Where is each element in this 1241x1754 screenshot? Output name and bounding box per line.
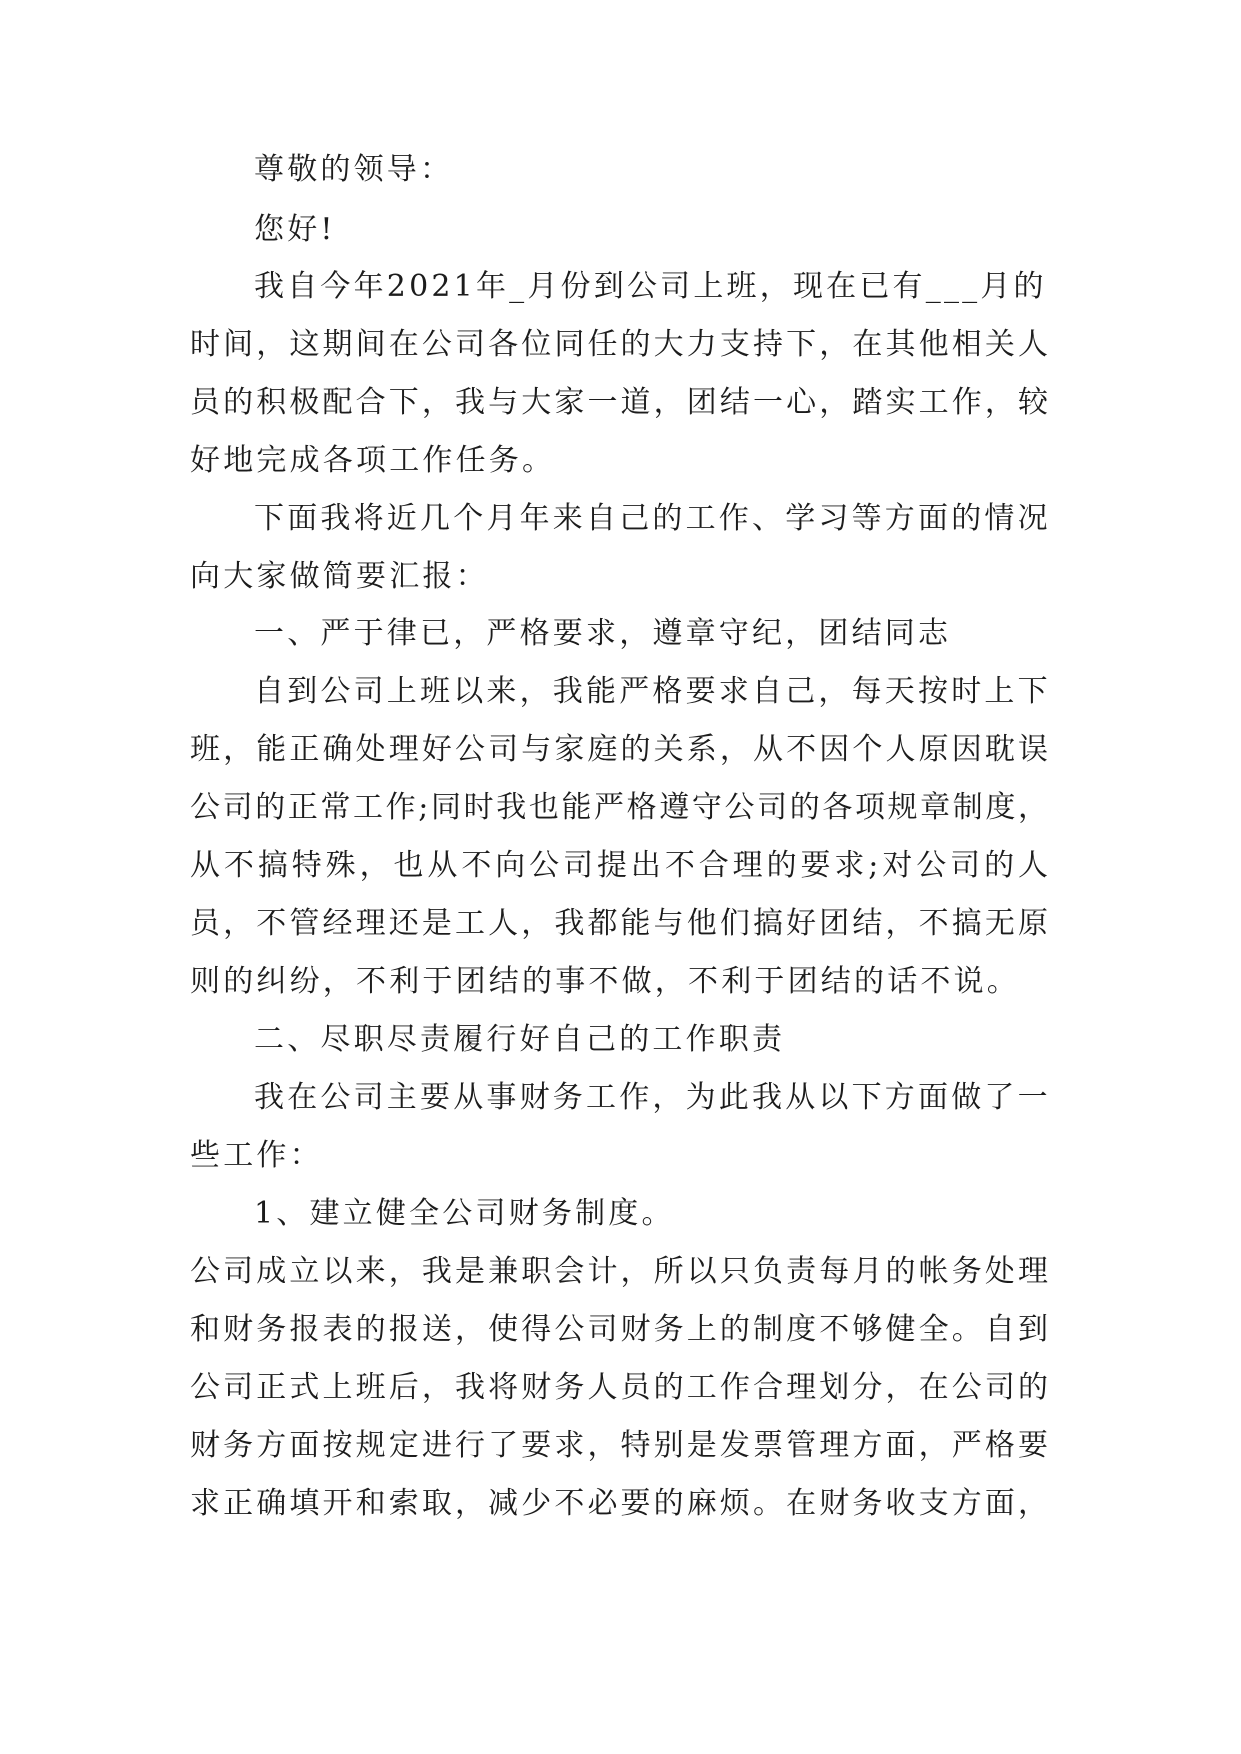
body-line: 些工作： [190,1138,323,1173]
body-line: 我自今年2021年_月份到公司上班，现在已有___月的 [254,269,1047,304]
body-line: 求正确填开和索取，减少不必要的麻烦。在财务收支方面， [190,1486,1048,1521]
body-line: 公司的正常工作;同时我也能严格遵守公司的各项规章制度， [190,790,1048,825]
body-line: 公司正式上班后，我将财务人员的工作合理划分，在公司的 [190,1370,1048,1405]
body-line: 我在公司主要从事财务工作，为此我从以下方面做了一 [254,1080,1051,1115]
section-heading: 二、尽职尽责履行好自己的工作职责 [254,1022,786,1057]
body-line: 则的纠纷，不利于团结的事不做，不利于团结的话不说。 [190,964,1020,999]
body-line: 好地完成各项工作任务。 [190,443,556,478]
greeting-line: 尊敬的领导： [254,152,454,187]
body-line: 财务方面按规定进行了要求，特别是发票管理方面，严格要 [190,1428,1048,1463]
body-line: 和财务报表的报送，使得公司财务上的制度不够健全。自到 [190,1312,1048,1347]
body-line: 公司成立以来，我是兼职会计，所以只负责每月的帐务处理 [190,1254,1048,1289]
body-line: 向大家做简要汇报： [190,559,489,594]
body-line: 从不搞特殊，也从不向公司提出不合理的要求;对公司的人 [190,848,1048,883]
section-heading: 一、严于律已，严格要求，遵章守纪，团结同志 [254,616,952,651]
subsection-heading: 1、建立健全公司财务制度。 [254,1196,675,1231]
body-line: 自到公司上班以来，我能严格要求自己，每天按时上下 [254,674,1051,709]
body-line: 员的积极配合下，我与大家一道，团结一心，踏实工作，较 [190,385,1048,420]
body-line: 时间，这期间在公司各位同任的大力支持下，在其他相关人 [190,327,1048,362]
salutation-line: 您好! [254,212,336,247]
body-line: 班，能正确处理好公司与家庭的关系，从不因个人原因耽误 [190,732,1048,767]
body-line: 员，不管经理还是工人，我都能与他们搞好团结，不搞无原 [190,906,1048,941]
body-line: 下面我将近几个月年来自己的工作、学习等方面的情况 [254,501,1051,536]
